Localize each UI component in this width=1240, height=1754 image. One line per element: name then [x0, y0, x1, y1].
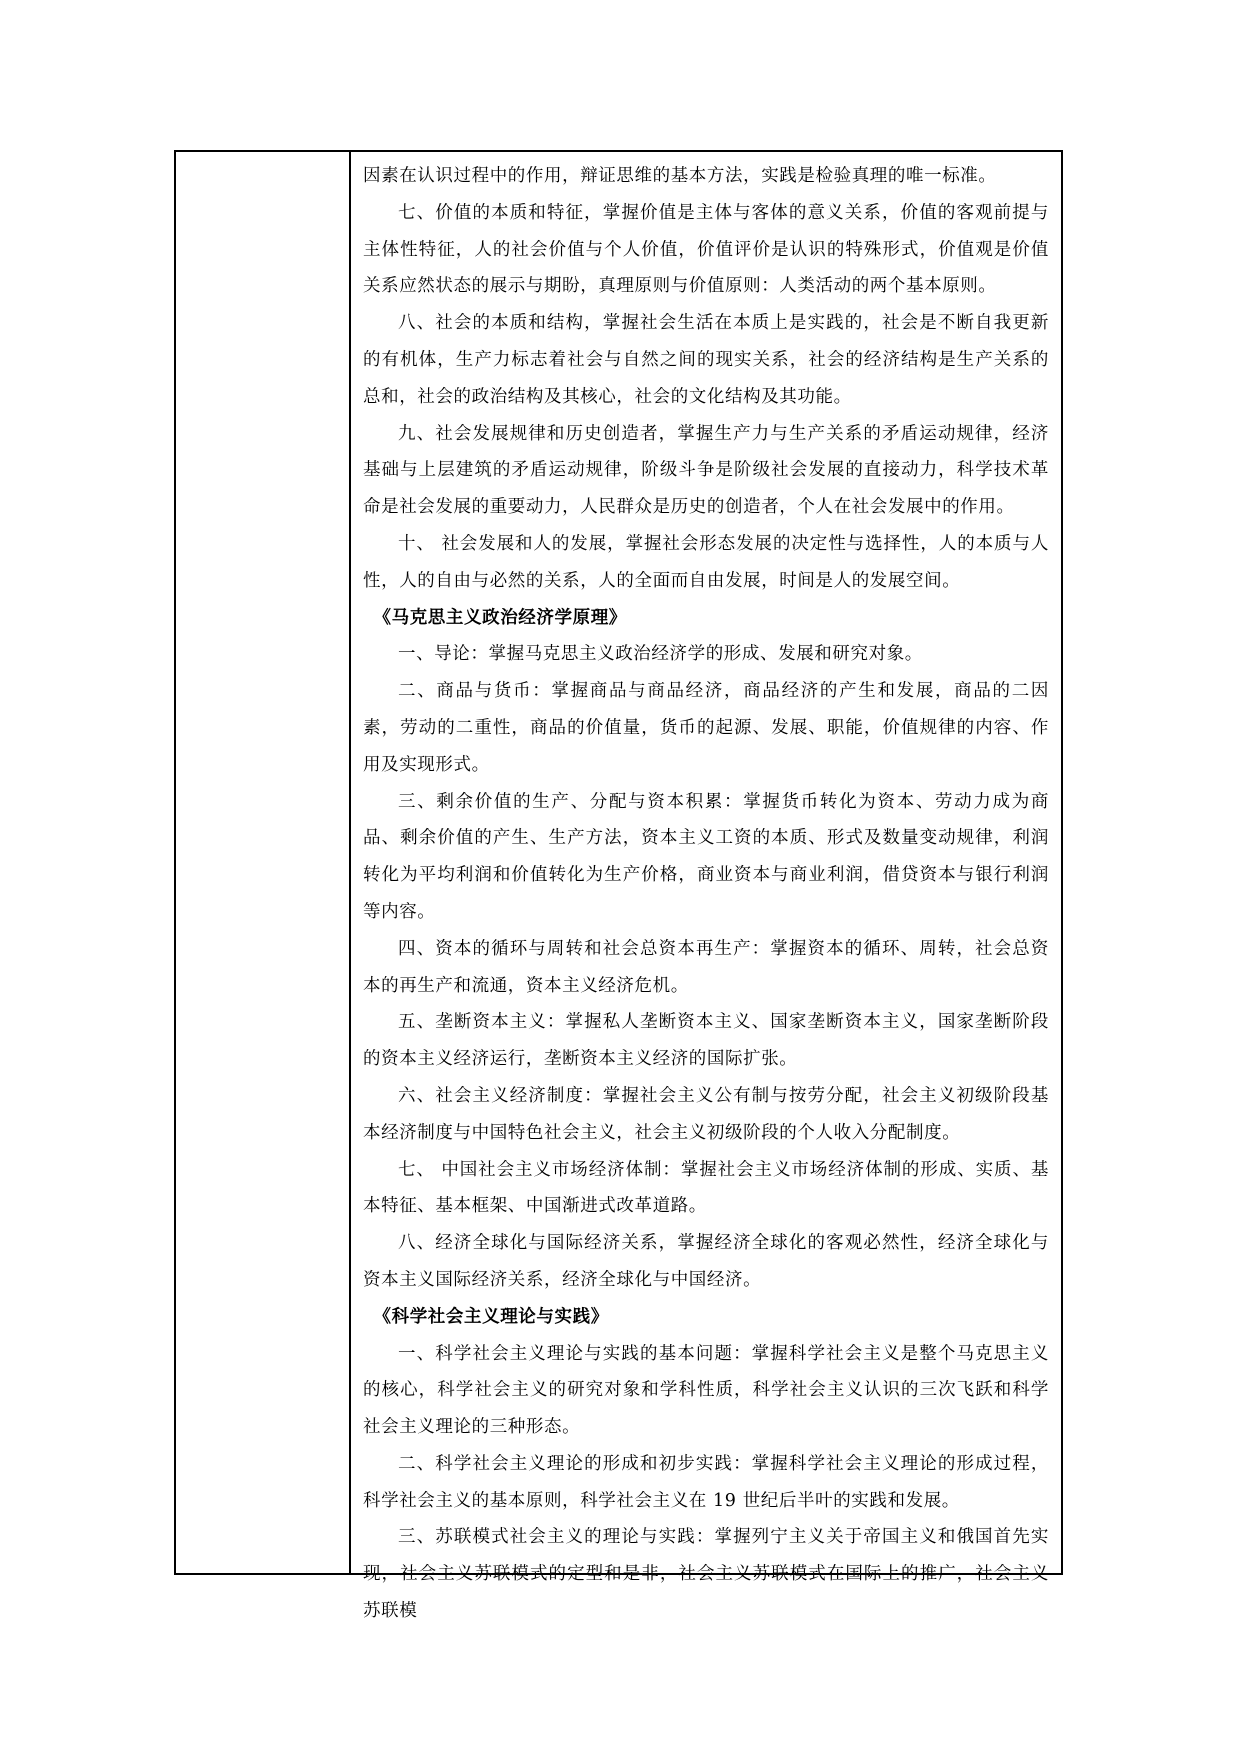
item-formation-practice: 二、科学社会主义理论的形成和初步实践：掌握科学社会主义理论的形成过程，科学社会主义的基本原则，科学社会主义在 19 世纪后半叶的实践和发展。: [363, 1453, 1049, 1511]
table-label-cell: [176, 152, 351, 1573]
table-content-cell: [351, 152, 1061, 1622]
item-monopoly-capitalism: 五、垄断资本主义：掌握私人垄断资本主义、国家垄断资本主义，国家垄断阶段的资本主义经济运行，垄断资本主义经济的国际扩张。: [363, 1012, 1049, 1070]
item-social-development-laws: 九、社会发展规律和历史创造者，掌握生产力与生产关系的矛盾运动规律，经济基础与上层建筑的矛盾运动规律，阶级斗争是阶级社会发展的直接动力，科学技术革命是社会发展的重要动力，人民群众是历史的创造者，个人在社会发展中的作用。: [363, 423, 1049, 518]
item-commodity-money: 二、商品与货币：掌握商品与商品经济，商品经济的产生和发展，商品的二因素，劳动的二重性，商品的价值量，货币的起源、发展、职能，价值规律的内容、作用及实现形式。: [363, 681, 1049, 775]
item-human-development: 十、 社会发展和人的发展，掌握社会形态发展的决定性与选择性，人的本质与人性，人的自由与必然的关系，人的全面而自由发展，时间是人的发展空间。: [363, 533, 1049, 591]
item-socialist-economic-system: 六、社会主义经济制度：掌握社会主义公有制与按劳分配，社会主义初级阶段基本经济制度与中国特色社会主义，社会主义初级阶段的个人收入分配制度。: [363, 1085, 1049, 1143]
item-basic-questions: 一、科学社会主义理论与实践的基本问题：掌握科学社会主义是整个马克思主义的核心，科学社会主义的研究对象和学科性质，科学社会主义认识的三次飞跃和科学社会主义理论的三种形态。: [363, 1343, 1049, 1438]
item-surplus-value: 三、剩余价值的生产、分配与资本积累：掌握货币转化为资本、劳动力成为商品、剩余价值的产生、生产方法，资本主义工资的本质、形式及数量变动规律，利润转化为平均利润和价值转化为生产价格，商业资本与商业利润，借贷资本与银行利润等内容。: [363, 791, 1049, 922]
section-heading-scientific-socialism: 《科学社会主义理论与实践》: [373, 1306, 609, 1327]
item-soviet-model: 三、苏联模式社会主义的理论与实践：掌握列宁主义关于帝国主义和俄国首先实现，社会主义苏联模式的定型和是非，社会主义苏联模式在国际上的推广，社会主义苏联模: [363, 1527, 1049, 1622]
item-society-structure: 八、社会的本质和结构，掌握社会生活在本质上是实践的，社会是不断自我更新的有机体，生产力标志着社会与自然之间的现实关系，社会的经济结构是生产关系的总和，社会的政治结构及其核心，社会的文化结构及其功能。: [363, 313, 1049, 407]
syllabus-table: [174, 150, 1063, 1622]
item-market-economy: 七、 中国社会主义市场经济体制：掌握社会主义市场经济体制的形成、实质、基本特征、基本框架、中国渐进式改革道路。: [363, 1159, 1049, 1217]
item-capital-circulation: 四、资本的循环与周转和社会总资本再生产：掌握资本的循环、周转，社会总资本的再生产和流通，资本主义经济危机。: [363, 938, 1049, 996]
paragraph-continuation: 因素在认识过程中的作用，辩证思维的基本方法，实践是检验真理的唯一标准。: [363, 166, 997, 186]
item-introduction: 一、导论：掌握马克思主义政治经济学的形成、发展和研究对象。: [398, 644, 923, 665]
item-value: 七、价值的本质和特征，掌握价值是主体与客体的意义关系，价值的客观前提与主体性特征，人的社会价值与个人价值，价值评价是认识的特殊形式，价值观是价值关系应然状态的展示与期盼，真理原则与价值原则：人类活动的两个基本原则。: [363, 202, 1049, 297]
section-heading-political-economy: 《马克思主义政治经济学原理》: [373, 607, 627, 628]
item-globalization: 八、经济全球化与国际经济关系，掌握经济全球化的客观必然性，经济全球化与资本主义国际经济关系，经济全球化与中国经济。: [363, 1233, 1049, 1290]
